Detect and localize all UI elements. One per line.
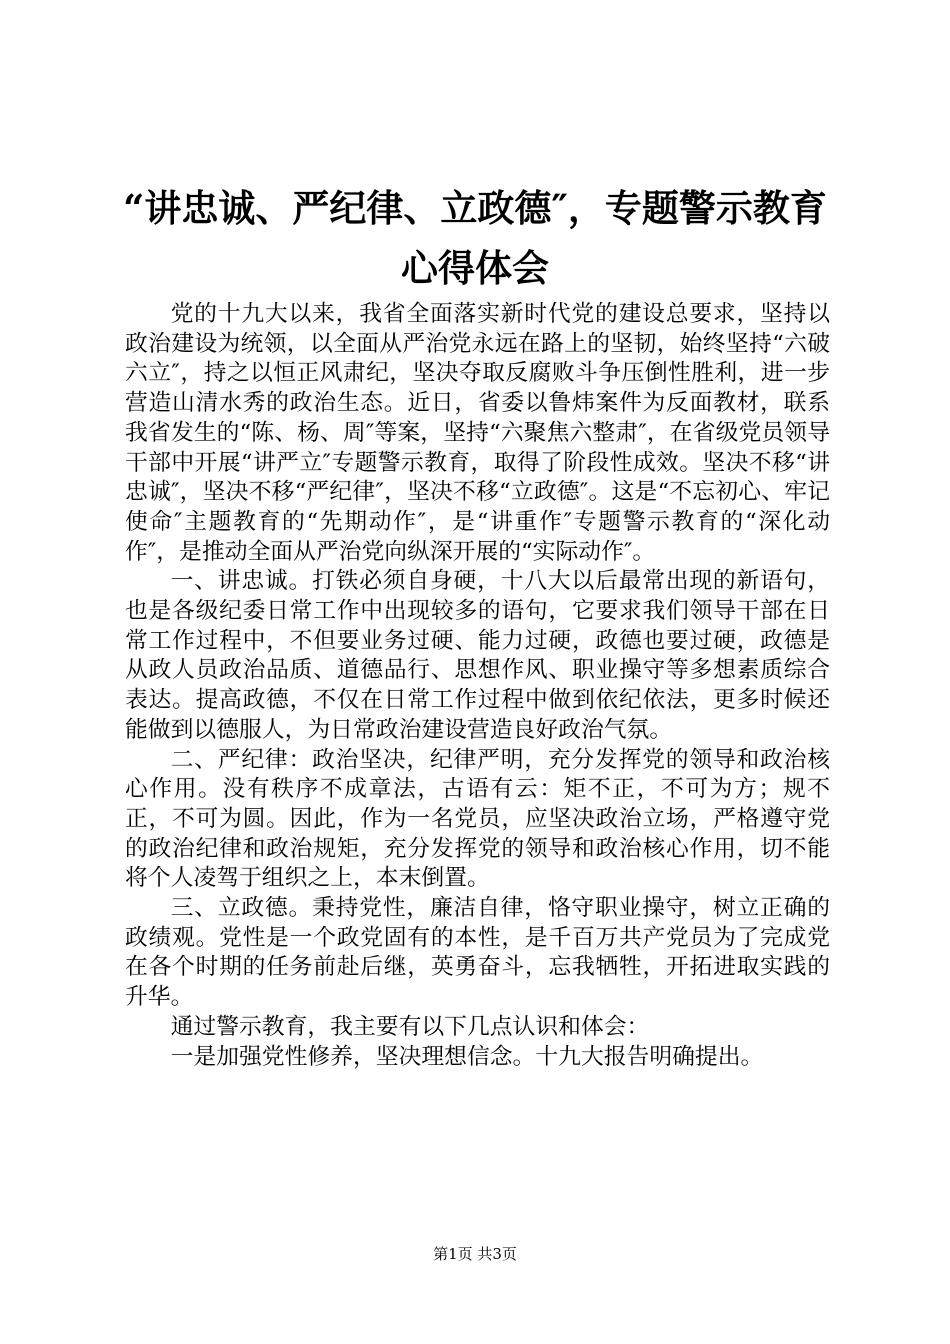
document-title-line-1: “讲忠诚、严纪律、立政德″，专题警示教育: [123, 186, 827, 230]
paragraph-reflections-intro: 通过警示教育，我主要有以下几点认识和体会：: [170, 1013, 650, 1040]
paragraph-discipline: 二、严纪律：政治坚决，纪律严明，充分发挥党的领导和政治核心作用。没有秩序不成章法，古语有云：矩不正，不可为方；规不正，不可为圆。因此，作为一名党员，应坚决政治立场，严格遵守党的政治纪律和政治规矩，充分发挥党的领导和政治核心作用，切不能将个人凌驾于组织之上，本末倒置。: [125, 746, 830, 892]
document-title-line-2: 心得体会: [401, 246, 549, 290]
paragraph-political-virtue: 三、立政德。秉持党性，廉洁自律，恪守职业操守，树立正确的政绩观。党性是一个政党固有的本性，是千百万共产党员为了完成党在各个时期的任务前赴后继，英勇奋斗，忘我牺牲，开拓进取实践的升华。: [125, 895, 830, 1011]
paragraph-loyalty: 一、讲忠诚。打铁必须自身硬，十八大以后最常出现的新语句，也是各级纪委日常工作中出现较多的语句，它要求我们领导干部在日常工作过程中，不但要业务过硬、能力过硬，政德也要过硬，政德是从政人员政治品质、道德品行、思想作风、职业操守等多想素质综合表达。提高政德，不仅在日常工作过程中做到依纪依法，更多时候还能做到以德服人，为日常政治建设营造良好政治气氛。: [125, 568, 830, 743]
page-footer: 第1页 共3页: [433, 1245, 517, 1263]
paragraph-intro: 党的十九大以来，我省全面落实新时代党的建设总要求，坚持以政治建设为统领，以全面从严治党永远在路上的坚韧，始终坚持“六破六立″，持之以恒正风肃纪，坚决夺取反腐败斗争压倒性胜利，进一步营造山清水秀的政治生态。近日，省委以鲁炜案件为反面教材，联系我省发生的“陈、杨、周″等案，坚持“六聚焦六整肃″，在省级党员领导干部中开展“讲严立″专题警示教育，取得了阶段性成效。坚决不移“讲忠诚″，坚决不移“严纪律″，坚决不移“立政德″。这是“不忘初心、牢记使命″主题教育的“先期动作″，是“讲重作″专题警示教育的“深化动作″，是推动全面从严治党向纵深开展的“实际动作″。: [125, 301, 830, 565]
document-body: [125, 300, 830, 1072]
paragraph-point-one: 一是加强党性修养，坚决理想信念。十九大报告明确提出。: [170, 1043, 764, 1070]
